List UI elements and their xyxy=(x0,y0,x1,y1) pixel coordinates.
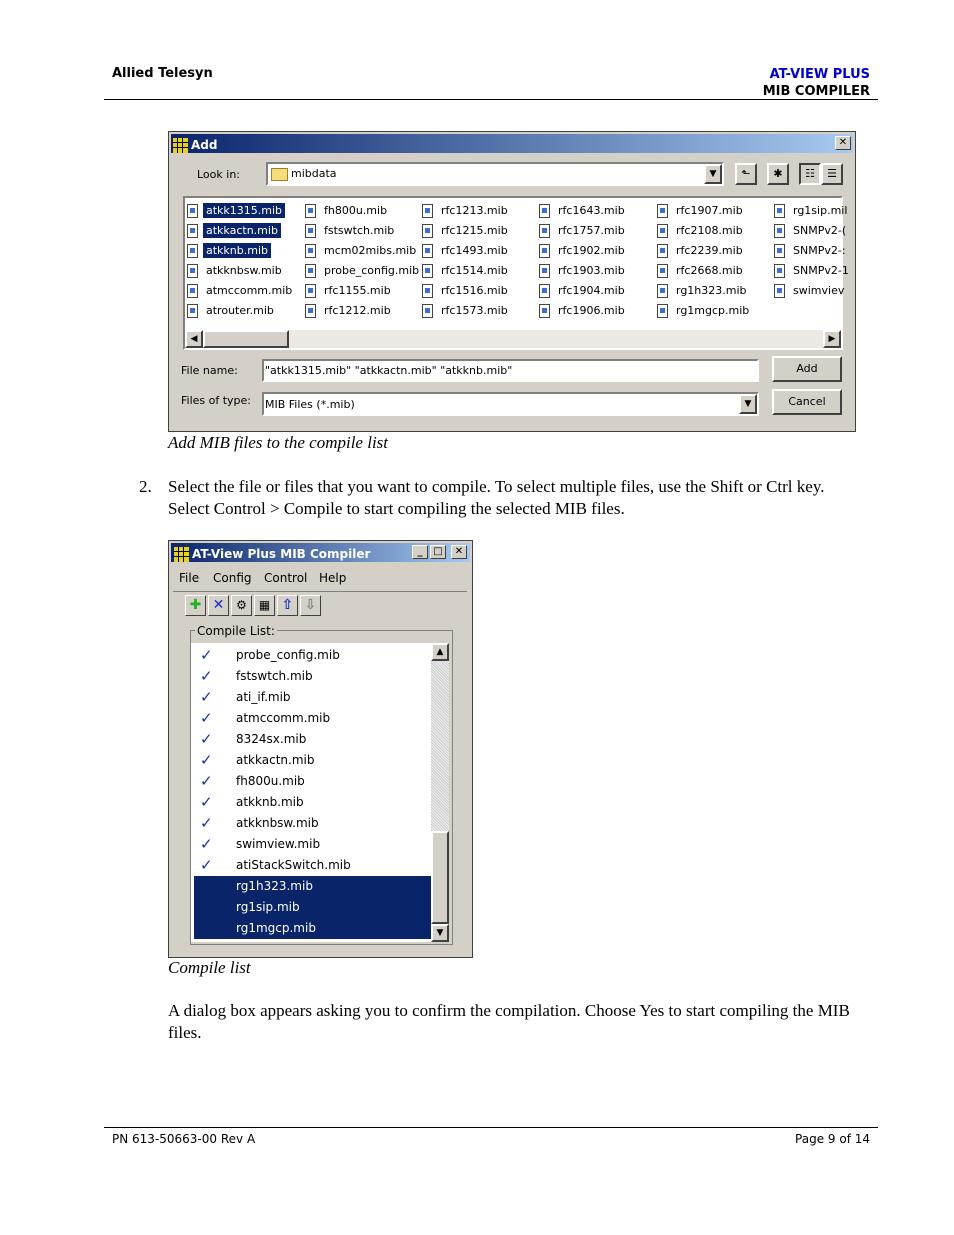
scroll-up-icon[interactable]: ▲ xyxy=(431,643,449,661)
product-line2: MIB COMPILER xyxy=(762,84,870,99)
move-up-icon[interactable]: ⇧ xyxy=(277,595,298,616)
file-item[interactable] xyxy=(305,242,417,260)
file-item[interactable] xyxy=(539,302,651,320)
add-dialog-title: Add xyxy=(191,138,218,152)
file-item[interactable] xyxy=(657,302,769,320)
checkmark-icon: ✓ xyxy=(200,667,213,685)
caption-compile-list: Compile list xyxy=(168,958,251,977)
file-item[interactable] xyxy=(305,262,420,280)
file-name: swimviev xyxy=(793,284,845,297)
file-name: rfc1902.mib xyxy=(558,244,625,257)
file-name: rfc1155.mib xyxy=(324,284,391,297)
product-line1: AT-VIEW PLUS xyxy=(769,67,870,82)
scroll-left-icon[interactable]: ◀ xyxy=(185,330,203,348)
compile-list-item[interactable] xyxy=(194,897,431,918)
part-number: PN 613-50663-00 Rev A xyxy=(112,1132,256,1146)
step-number: 2. xyxy=(139,477,152,496)
scroll-thumb[interactable] xyxy=(203,330,289,348)
menu-file[interactable]: File xyxy=(179,571,200,585)
minimize-icon[interactable]: _ xyxy=(412,545,428,559)
compile-list-label: Compile List: xyxy=(197,624,275,638)
chevron-down-icon[interactable]: ▼ xyxy=(739,394,757,414)
compile-item-name: ati_if.mib xyxy=(236,690,291,704)
file-item[interactable] xyxy=(187,282,299,300)
add-dialog-titlebar xyxy=(171,134,853,153)
file-item[interactable] xyxy=(187,202,299,220)
file-name-value: "atkk1315.mib" "atkkactn.mib" "atkknb.mib" xyxy=(265,364,513,377)
file-item[interactable] xyxy=(422,262,534,280)
caption-add-dialog: Add MIB files to the compile list xyxy=(168,433,389,452)
mib-file-icon xyxy=(774,284,785,298)
file-name: rfc2108.mib xyxy=(676,224,743,237)
file-item[interactable] xyxy=(422,302,534,320)
file-name: atkk1315.mib xyxy=(203,203,285,218)
scroll-thumb[interactable] xyxy=(431,831,449,924)
file-item[interactable] xyxy=(774,262,849,280)
checkmark-icon: ✓ xyxy=(200,835,213,853)
toolbar xyxy=(173,591,467,620)
maximize-icon[interactable]: □ xyxy=(430,545,446,559)
file-name-label: File name: xyxy=(181,364,238,377)
compile-list-item[interactable] xyxy=(194,792,431,813)
compile-item-name: atiStackSwitch.mib xyxy=(236,858,351,872)
look-in-label: Look in: xyxy=(197,168,240,181)
mib-file-icon xyxy=(187,244,198,258)
mib-file-icon xyxy=(422,224,433,238)
file-name: atmccomm.mib xyxy=(206,284,293,297)
compile-list-item[interactable] xyxy=(194,687,431,708)
remove-icon[interactable]: ✕ xyxy=(208,595,229,616)
mib-file-icon xyxy=(657,224,668,238)
checkmark-icon: ✓ xyxy=(200,709,213,727)
file-name: rfc1514.mib xyxy=(441,264,508,277)
file-item[interactable] xyxy=(539,222,651,240)
checkmark-icon: ✓ xyxy=(200,793,213,811)
mib-file-icon xyxy=(187,224,198,238)
file-item[interactable] xyxy=(657,202,769,220)
mib-file-icon xyxy=(187,304,198,318)
app-grid-icon xyxy=(173,138,188,153)
mib-file-icon xyxy=(305,204,316,218)
mib-file-icon xyxy=(422,284,433,298)
file-name: rfc1904.mib xyxy=(558,284,625,297)
file-name: rfc1212.mib xyxy=(324,304,391,317)
menu-control[interactable]: Control xyxy=(264,571,308,585)
compile-list-item[interactable] xyxy=(194,729,431,750)
file-item[interactable] xyxy=(774,202,848,220)
mib-file-icon xyxy=(422,244,433,258)
compile-item-name: rg1sip.mib xyxy=(236,900,300,914)
compile-list-item[interactable] xyxy=(194,645,431,666)
compile-item-name: rg1h323.mib xyxy=(236,879,313,893)
mib-file-icon xyxy=(657,304,668,318)
file-name: atkknbsw.mib xyxy=(206,264,282,277)
mib-file-icon xyxy=(539,224,550,238)
mib-file-icon xyxy=(774,204,785,218)
files-of-type-label: Files of type: xyxy=(181,394,252,407)
file-item[interactable] xyxy=(305,282,417,300)
file-item[interactable] xyxy=(422,202,534,220)
checkmark-icon: ✓ xyxy=(200,856,213,874)
file-item[interactable] xyxy=(422,242,534,260)
compile-item-name: fstswtch.mib xyxy=(236,669,313,683)
compile-list-item[interactable] xyxy=(194,918,431,939)
file-item[interactable] xyxy=(187,222,299,240)
file-name: fstswtch.mib xyxy=(324,224,395,237)
file-name: rfc1903.mib xyxy=(558,264,625,277)
mib-file-icon xyxy=(305,284,316,298)
file-item[interactable] xyxy=(422,282,534,300)
compile-item-name: atmccomm.mib xyxy=(236,711,331,725)
checkmark-icon: ✓ xyxy=(200,751,213,769)
mib-file-icon xyxy=(187,284,198,298)
file-item[interactable] xyxy=(305,222,417,240)
look-in-combo[interactable] xyxy=(266,162,724,186)
compile-item-name: swimview.mib xyxy=(236,837,321,851)
compile-list[interactable] xyxy=(191,643,449,942)
details-view-icon[interactable]: ☰ xyxy=(821,163,843,185)
scroll-down-icon[interactable]: ▼ xyxy=(431,924,449,942)
vertical-scrollbar[interactable] xyxy=(431,643,449,942)
files-of-type-value: MIB Files (*.mib) xyxy=(265,398,355,411)
calendar-icon[interactable]: ▦ xyxy=(254,595,275,616)
compile-item-name: rg1mgcp.mib xyxy=(236,921,316,935)
file-item[interactable] xyxy=(657,222,769,240)
checkmark-icon: ✓ xyxy=(200,814,213,832)
mib-file-icon xyxy=(657,264,668,278)
file-name: atkkactn.mib xyxy=(203,223,281,238)
file-name: SNMPv2-( xyxy=(793,224,847,237)
confirm-paragraph: A dialog box appears asking you to confirm the compilation. Choose Yes to start compiling the MIB files. xyxy=(168,1001,850,1042)
compile-list-item[interactable] xyxy=(194,834,431,855)
mib-file-icon xyxy=(774,244,785,258)
mib-file-icon xyxy=(187,204,198,218)
file-name-input[interactable] xyxy=(262,359,759,382)
file-name: rfc1907.mib xyxy=(676,204,743,217)
page-number: Page 9 of 14 xyxy=(795,1132,870,1146)
compiler-title: AT-View Plus MIB Compiler xyxy=(192,547,371,561)
mib-file-icon xyxy=(539,284,550,298)
compile-list-item[interactable] xyxy=(194,855,431,876)
file-name: rg1h323.mib xyxy=(676,284,747,297)
add-icon[interactable]: ✚ xyxy=(185,595,206,616)
file-item[interactable] xyxy=(657,242,769,260)
file-name: rfc1573.mib xyxy=(441,304,508,317)
menu-bar xyxy=(169,569,472,587)
file-name: rfc2668.mib xyxy=(676,264,743,277)
compile-list-item[interactable] xyxy=(194,876,431,897)
file-name: SNMPv2-1 xyxy=(793,264,849,277)
file-name: rfc2239.mib xyxy=(676,244,743,257)
file-item[interactable] xyxy=(657,262,769,280)
mib-file-icon xyxy=(539,304,550,318)
compile-list-item[interactable] xyxy=(194,666,431,687)
mib-file-icon xyxy=(305,264,316,278)
compile-list-item[interactable] xyxy=(194,813,431,834)
file-name: rfc1906.mib xyxy=(558,304,625,317)
header-rule xyxy=(104,99,878,100)
folder-icon xyxy=(271,168,288,181)
checkmark-icon: ✓ xyxy=(200,646,213,664)
compile-item-name: atkknbsw.mib xyxy=(236,816,319,830)
company-name: Allied Telesyn xyxy=(112,66,213,81)
mib-file-icon xyxy=(539,204,550,218)
file-item[interactable] xyxy=(539,242,651,260)
add-button[interactable]: Add xyxy=(772,356,842,382)
compile-list-item[interactable] xyxy=(194,750,431,771)
files-of-type-select[interactable] xyxy=(262,392,759,416)
checkmark-icon: ✓ xyxy=(200,730,213,748)
file-name: rfc1215.mib xyxy=(441,224,508,237)
mib-file-icon xyxy=(305,244,316,258)
add-dialog xyxy=(168,131,856,432)
file-name: probe_config.mib xyxy=(324,264,420,277)
mib-file-icon xyxy=(539,264,550,278)
menu-config[interactable]: Config xyxy=(213,571,252,585)
mib-file-icon xyxy=(774,264,785,278)
cancel-button[interactable]: Cancel xyxy=(772,389,842,415)
file-name: rfc1213.mib xyxy=(441,204,508,217)
mib-file-icon xyxy=(539,244,550,258)
new-folder-icon[interactable]: ✱ xyxy=(767,163,789,185)
file-name: SNMPv2-: xyxy=(793,244,846,257)
file-name: rg1sip.mil xyxy=(793,204,848,217)
file-item[interactable] xyxy=(422,222,534,240)
move-down-icon[interactable]: ⇩ xyxy=(300,595,321,616)
file-item[interactable] xyxy=(774,282,845,300)
file-item[interactable] xyxy=(187,242,299,260)
file-item[interactable] xyxy=(187,262,299,280)
file-item[interactable] xyxy=(539,202,651,220)
checkmark-icon: ✓ xyxy=(200,772,213,790)
compile-item-name: fh800u.mib xyxy=(236,774,305,788)
file-name: rfc1493.mib xyxy=(441,244,508,257)
compile-item-name: 8324sx.mib xyxy=(236,732,307,746)
mib-file-icon xyxy=(305,224,316,238)
file-list[interactable] xyxy=(183,196,849,350)
chevron-down-icon[interactable]: ▼ xyxy=(704,164,722,184)
compile-item-name: atkkactn.mib xyxy=(236,753,315,767)
product-title xyxy=(763,66,870,100)
file-item[interactable] xyxy=(774,222,847,240)
file-item[interactable] xyxy=(305,202,417,220)
file-item[interactable] xyxy=(657,282,769,300)
compile-item-name: probe_config.mib xyxy=(236,648,340,662)
compiler-titlebar xyxy=(171,543,470,562)
compile-item-name: atkknb.mib xyxy=(236,795,304,809)
file-item[interactable] xyxy=(187,302,299,320)
mib-file-icon xyxy=(657,244,668,258)
mib-file-icon xyxy=(657,204,668,218)
file-name: rfc1516.mib xyxy=(441,284,508,297)
file-name: rfc1757.mib xyxy=(558,224,625,237)
file-item[interactable] xyxy=(539,282,651,300)
mib-file-icon xyxy=(422,304,433,318)
checkmark-icon: ✓ xyxy=(200,688,213,706)
file-name: rfc1643.mib xyxy=(558,204,625,217)
footer-rule xyxy=(104,1127,878,1128)
look-in-value: mibdata xyxy=(291,167,337,180)
file-name: atkknb.mib xyxy=(203,243,271,258)
up-folder-icon[interactable]: ⬑ xyxy=(735,163,757,185)
file-item[interactable] xyxy=(774,242,846,260)
file-name: mcm02mibs.mib xyxy=(324,244,417,257)
mib-file-icon xyxy=(305,304,316,318)
mib-file-icon xyxy=(774,224,785,238)
file-item[interactable] xyxy=(305,302,417,320)
file-item[interactable] xyxy=(539,262,651,280)
file-name: fh800u.mib xyxy=(324,204,388,217)
mib-file-icon xyxy=(657,284,668,298)
step-text: Select the file or files that you want to compile. To select multiple files, use the Shift or Ctrl key. Select Control > Compile to start compiling the selected MIB files. xyxy=(168,477,825,518)
scroll-right-icon[interactable]: ▶ xyxy=(823,330,841,348)
close-icon[interactable]: ✕ xyxy=(451,545,467,559)
compile-list-item[interactable] xyxy=(194,771,431,792)
file-name: atrouter.mib xyxy=(206,304,274,317)
app-grid-icon xyxy=(174,547,189,562)
list-view-icon[interactable]: ☷ xyxy=(799,163,821,185)
mib-file-icon xyxy=(422,264,433,278)
menu-help[interactable]: Help xyxy=(319,571,347,585)
compile-icon[interactable]: ⚙ xyxy=(231,595,252,616)
close-button[interactable]: ✕ xyxy=(835,136,851,150)
mib-file-icon xyxy=(187,264,198,278)
horizontal-scrollbar[interactable] xyxy=(185,330,841,348)
compiler-window xyxy=(168,540,473,958)
file-name: rg1mgcp.mib xyxy=(676,304,750,317)
compile-list-item[interactable] xyxy=(194,708,431,729)
mib-file-icon xyxy=(422,204,433,218)
